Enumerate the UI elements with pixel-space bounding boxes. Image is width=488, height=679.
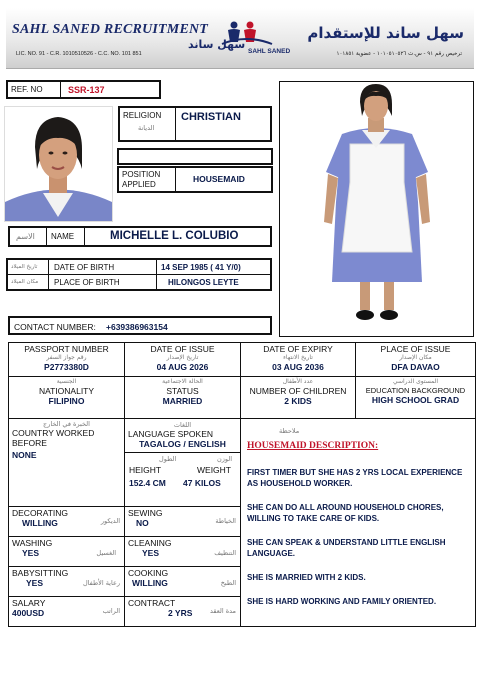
company-license-en: LIC. NO. 91 - C.R. 1010510526 - C.C. NO. 101 851: [16, 51, 142, 57]
company-logo: [188, 20, 308, 62]
skill-label: SEWING: [128, 508, 163, 518]
skill-babysitting-cell: [9, 567, 125, 597]
letterhead: [6, 8, 474, 69]
skill-washing-cell: [9, 537, 125, 567]
issue-date-cell: [125, 343, 241, 377]
skill-value: NO: [136, 518, 149, 528]
issue-place-label-ar: مكان الإصدار: [399, 354, 432, 361]
description-item: SHE IS HARD WORKING AND FAMILY ORIENTED.: [247, 597, 437, 606]
expiry-date-cell: [241, 343, 356, 377]
language-value: TAGALOG / ENGLISH: [125, 439, 240, 453]
skill-label: WASHING: [12, 538, 53, 548]
status-label-ar: الحالة الاجتماعية: [162, 378, 203, 385]
description-title: HOUSEMAID DESCRIPTION:: [247, 441, 379, 451]
height-label-ar: الطول: [159, 455, 177, 463]
skill-value: YES: [142, 548, 160, 558]
religion-box: [118, 106, 272, 142]
description-item: SHE CAN DO ALL AROUND HOUSEHOLD CHORES, WILLING TO TAKE CARE OF KIDS.: [247, 503, 444, 523]
contract-cell: [125, 597, 241, 627]
passport-number-value: P2773380D: [44, 362, 89, 372]
education-label-ar: المستوى الدراسي: [392, 378, 439, 385]
position-label: POSITION APPLIED: [122, 170, 161, 189]
skill-label-ar: الغسيل: [96, 549, 116, 557]
skill-label: DECORATING: [12, 508, 69, 518]
religion-label-ar: الديانة: [138, 124, 155, 132]
company-name-ar: سهل ساند للإستقدام: [307, 24, 464, 42]
children-value: 2 KIDS: [284, 396, 312, 406]
language-label-ar: اللغات: [173, 421, 192, 429]
issue-date-value: 04 AUG 2026: [156, 362, 209, 372]
nationality-label: NATIONALITY: [38, 386, 95, 396]
skill-label-ar: الديكور: [100, 517, 120, 525]
issue-date-label: DATE OF ISSUE: [150, 344, 215, 354]
nationality-label-ar: الجنسية: [56, 378, 77, 385]
position-top-box: [117, 148, 273, 165]
expiry-date-label: DATE OF EXPIRY: [263, 344, 333, 354]
weight-label: WEIGHT: [197, 465, 231, 475]
skill-label-ar: التنظيف: [214, 549, 236, 557]
skill-sewing-cell: [125, 507, 241, 537]
position-value: HOUSEMAID: [193, 174, 245, 184]
language-label: LANGUAGE SPOKEN: [128, 429, 214, 439]
skill-label: COOKING: [128, 568, 169, 578]
pob-value: HILONGOS LEYTE: [168, 278, 239, 287]
skill-label-ar: رعاية الأطفال: [82, 579, 120, 587]
religion-value: CHRISTIAN: [181, 111, 241, 123]
pob-label-ar: مكان الميلاد: [11, 279, 39, 285]
applicant-portrait: [4, 106, 113, 222]
pob-label: PLACE OF BIRTH: [54, 278, 120, 287]
abroad-label: COUNTRY WORKED BEFORE: [12, 428, 95, 448]
children-cell: [241, 377, 356, 419]
abroad-label-ar: الخبرة في الخارج: [43, 420, 90, 428]
description-item: SHE CAN SPEAK & UNDERSTAND LITTLE ENGLISH LANGUAGE.: [247, 538, 446, 558]
weight-value: 47 KILOS: [183, 478, 221, 488]
issue-place-label: PLACE OF ISSUE: [380, 344, 451, 354]
skill-decorating-cell: [9, 507, 125, 537]
ref-box: [6, 80, 161, 99]
education-label: EDUCATION BACKGROUND: [365, 386, 466, 395]
children-label: NUMBER OF CHILDREN: [249, 386, 347, 396]
status-label: STATUS: [166, 386, 199, 396]
logo-text-ar: سهل ساند: [188, 38, 246, 51]
expiry-date-value: 03 AUG 2036: [272, 362, 324, 372]
skill-label-ar: الراتب: [102, 607, 120, 615]
children-label-ar: عدد الأطفال: [282, 378, 314, 385]
name-value: MICHELLE L. COLUBIO: [110, 230, 239, 242]
name-box: [8, 226, 272, 247]
status-cell: [125, 377, 241, 419]
religion-label: RELIGION: [123, 111, 162, 120]
name-label: NAME: [51, 232, 75, 241]
status-value: MARRIED: [162, 396, 203, 406]
passport-number-cell: [9, 343, 125, 377]
issue-place-value: DFA DAVAO: [391, 362, 440, 372]
salary-cell: [9, 597, 125, 627]
language-measure-cell: [125, 419, 241, 507]
portrait-image: [5, 107, 112, 221]
skill-value: WILLING: [22, 518, 58, 528]
skill-label-ar: الخياطة: [215, 517, 236, 525]
company-name-en: SAHL SANED RECRUITMENT: [12, 22, 209, 37]
details-table: [8, 342, 476, 627]
skill-value: 400USD: [12, 608, 45, 618]
skill-cooking-cell: [125, 567, 241, 597]
height-label: HEIGHT: [129, 465, 162, 475]
abroad-value: NONE: [12, 450, 37, 460]
remarks-label-ar: ملاحظة: [279, 427, 300, 435]
abroad-cell: [9, 419, 125, 507]
issue-date-label-ar: تاريخ الإصدار: [166, 354, 199, 361]
logo-text-en: SAHL SANED: [248, 48, 291, 55]
ref-value: SSR-137: [68, 85, 105, 95]
weight-label-ar: الوزن: [217, 455, 233, 463]
nationality-value: FILIPINO: [48, 396, 85, 406]
description-item: FIRST TIMER BUT SHE HAS 2 YRS LOCAL EXPERIENCE AS HOUSEHOLD WORKER.: [247, 468, 463, 488]
contact-label: CONTACT NUMBER:: [14, 322, 96, 332]
company-license-ar: ترخيص رقم ٩١ - س.ت ١٠١٠٥١٠٥٢٦ - عضوية ١٠١٨٥١: [336, 51, 462, 57]
skill-value: 2 YRS: [168, 608, 193, 618]
dob-label: DATE OF BIRTH: [54, 263, 115, 272]
skill-value: YES: [22, 548, 40, 558]
full-body-image: [280, 82, 473, 336]
passport-number-label-ar: رقم جواز السفر: [46, 354, 87, 361]
education-value: HIGH SCHOOL GRAD: [371, 395, 460, 405]
skill-label: SALARY: [12, 598, 46, 608]
dob-value: 14 SEP 1985 ( 41 Y/0): [161, 263, 241, 272]
skill-label: BABYSITTING: [12, 568, 69, 578]
height-value: 152.4 CM: [129, 478, 166, 488]
birth-box: [6, 258, 272, 291]
skill-label-ar: الطبخ: [220, 579, 236, 587]
skill-label: CLEANING: [128, 538, 172, 548]
ref-label: REF. NO: [11, 85, 43, 94]
name-label-ar: الاسم: [16, 232, 35, 241]
education-cell: [356, 377, 476, 419]
skill-label: CONTRACT: [128, 598, 176, 608]
contact-box: [8, 316, 272, 335]
skill-cleaning-cell: [125, 537, 241, 567]
contact-value: +639386963154: [106, 322, 168, 332]
expiry-date-label-ar: تاريخ الانتهاء: [283, 354, 313, 361]
description-item: SHE IS MARRIED WITH 2 KIDS.: [247, 573, 366, 582]
skill-value: YES: [26, 578, 44, 588]
nationality-cell: [9, 377, 125, 419]
skill-value: WILLING: [132, 578, 168, 588]
issue-place-cell: [356, 343, 476, 377]
position-box: [117, 166, 273, 193]
dob-label-ar: تاريخ الميلاد: [11, 264, 38, 270]
passport-number-label: PASSPORT NUMBER: [24, 344, 109, 354]
skill-label-ar: مدة العقد: [210, 607, 236, 615]
applicant-full-body-photo: [279, 81, 474, 337]
description-cell: [241, 419, 476, 627]
